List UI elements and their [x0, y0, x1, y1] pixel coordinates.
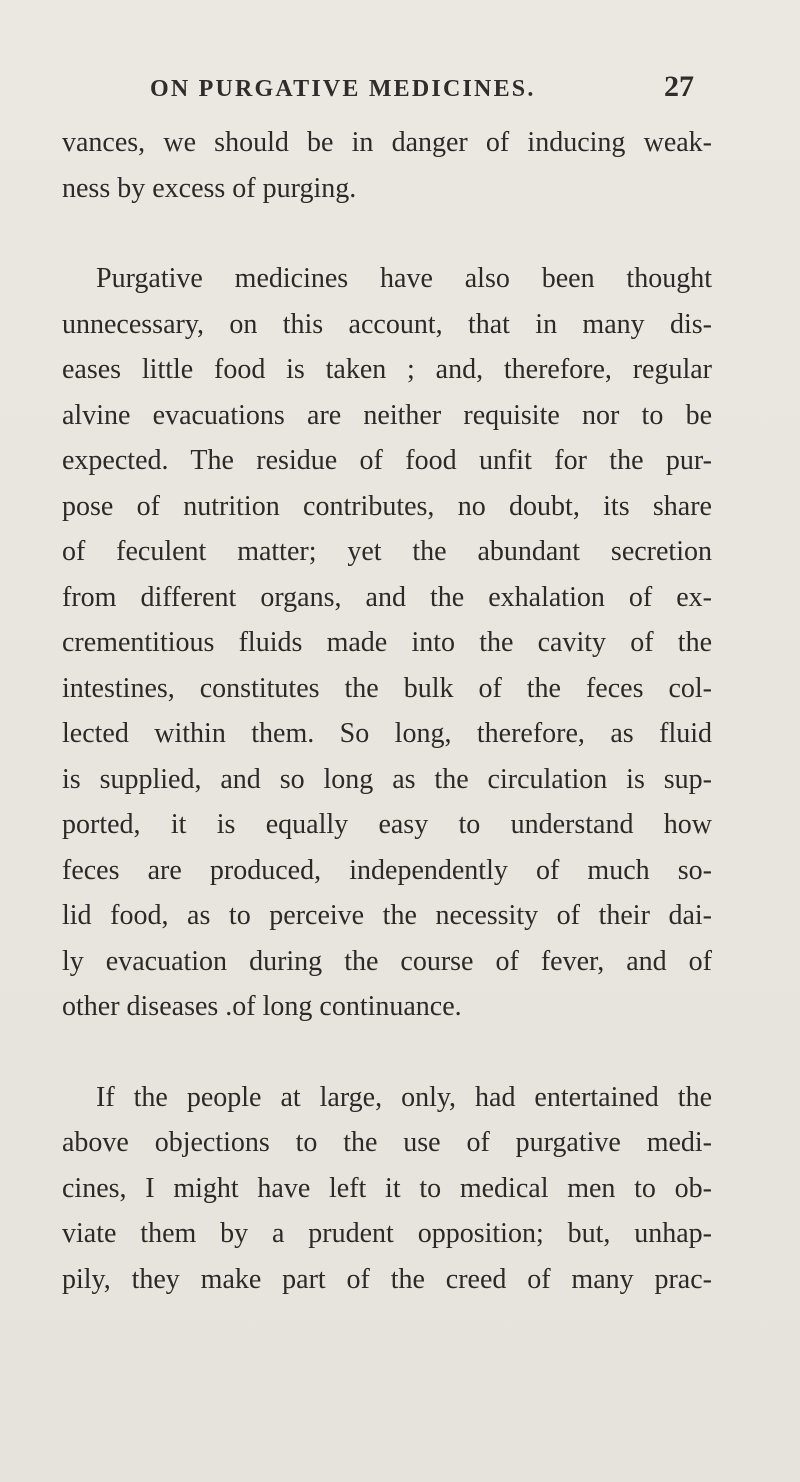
text-line: vances, we should be in danger of inducing weak- — [62, 127, 712, 158]
text-line: lected within them. So long, therefore, as fluid — [62, 718, 712, 749]
text-line: ported, it is equally easy to understand how — [62, 809, 712, 840]
text-line: intestines, constitutes the bulk of the feces col- — [62, 672, 712, 704]
text-line: expected. The residue of food unfit for the pur- — [62, 445, 712, 476]
text-line: other diseases .of long continuance. — [62, 991, 462, 1022]
text-line: viate them by a prudent opposition; but, unhap- — [62, 1218, 712, 1249]
paragraph-3 — [62, 1075, 712, 1303]
text-line: above objections to the use of purgative medi- — [62, 1127, 712, 1158]
text-line: eases little food is taken ; and, therefore, regular — [62, 354, 712, 385]
text-line: cines, I might have left it to medical men to ob- — [62, 1172, 712, 1204]
text-line: is supplied, and so long as the circulation is sup- — [62, 763, 712, 795]
text-line: alvine evacuations are neither requisite nor to be — [62, 399, 712, 431]
text-line: pose of nutrition contributes, no doubt, its share — [62, 490, 712, 522]
text-line: lid food, as to perceive the necessity of their dai- — [62, 900, 712, 931]
text-line: crementitious fluids made into the cavity of the — [62, 627, 712, 658]
running-head-title: ON PURGATIVE MEDICINES. — [150, 76, 536, 102]
text-line: from different organs, and the exhalation of ex- — [62, 581, 712, 613]
text-line: pily, they make part of the creed of many prac- — [62, 1263, 712, 1295]
text-line: unnecessary, on this account, that in many dis- — [62, 308, 712, 340]
body-text — [62, 120, 712, 1302]
text-line: If the people at large, only, had entertained the — [96, 1081, 712, 1113]
text-line: ness by excess of purging. — [62, 172, 357, 204]
text-line: of feculent matter; yet the abundant secretion — [62, 536, 712, 567]
paragraph-2 — [62, 256, 712, 1030]
page-number: 27 — [664, 70, 694, 103]
text-line: ly evacuation during the course of fever, and of — [62, 945, 712, 977]
text-line: Purgative medicines have also been thought — [96, 263, 712, 294]
paragraph-1 — [62, 120, 712, 211]
text-line: feces are produced, independently of much so- — [62, 854, 712, 886]
